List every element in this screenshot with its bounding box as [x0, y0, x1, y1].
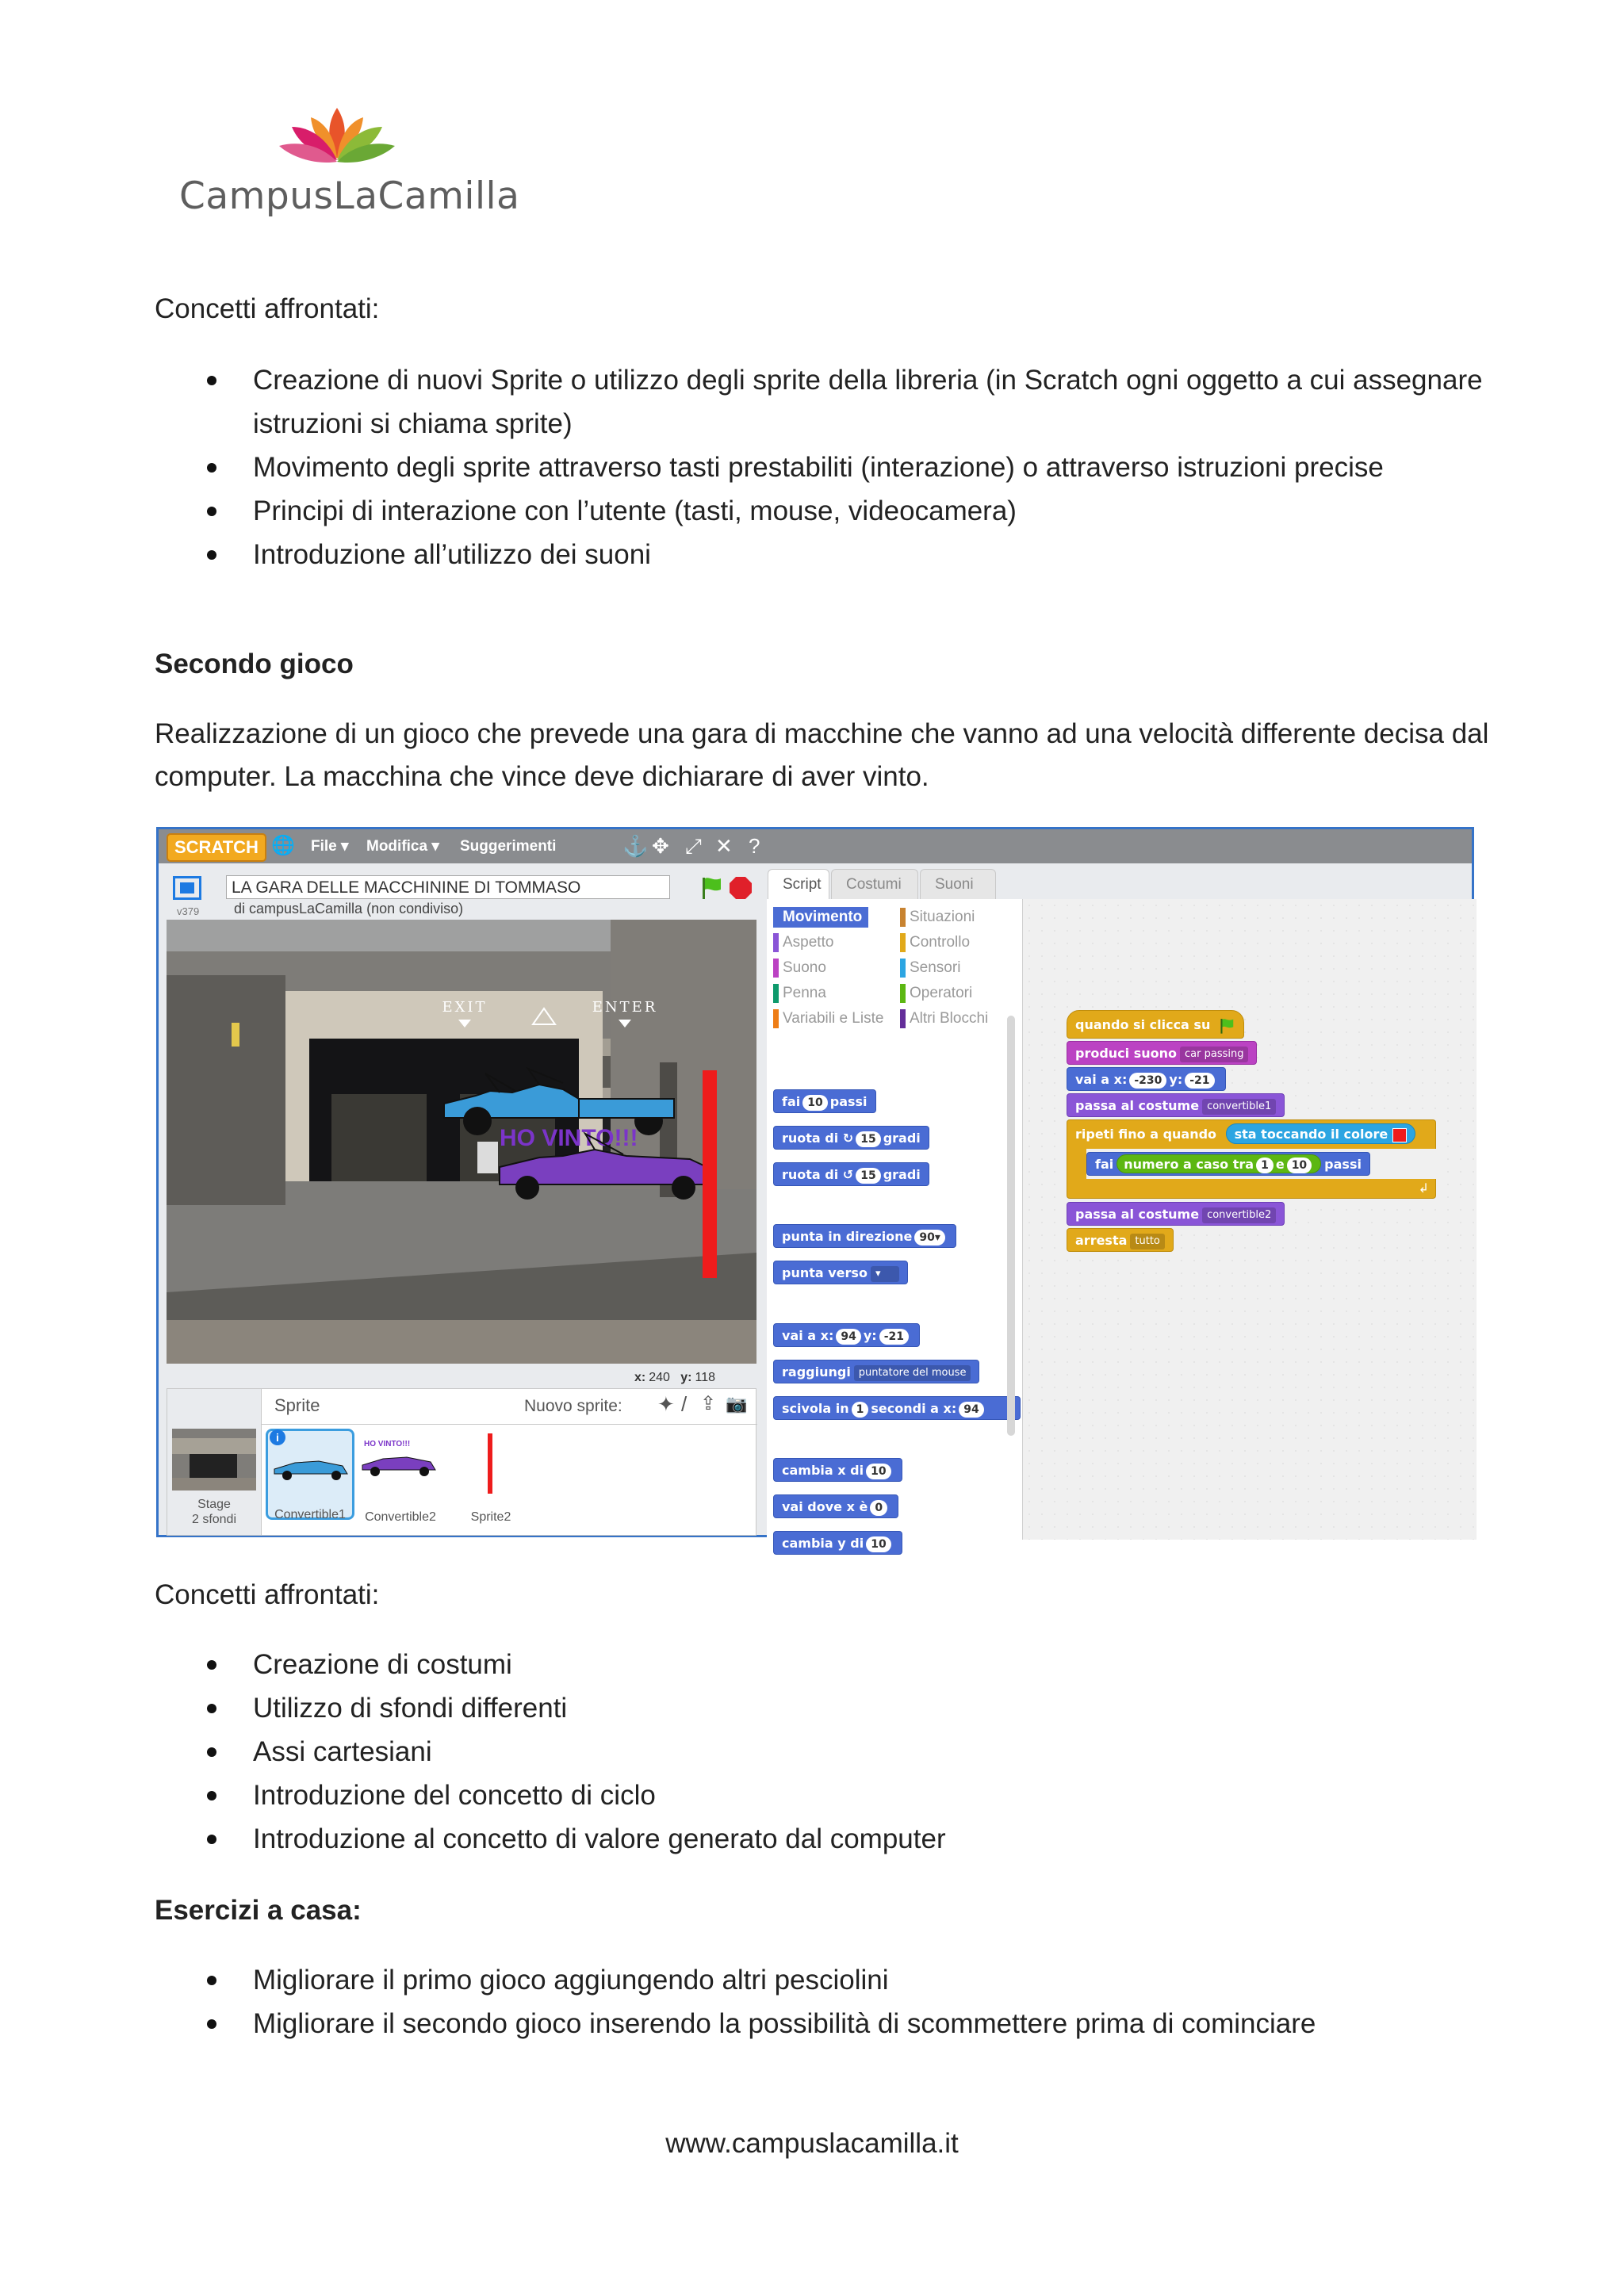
section4-heading: Esercizi a casa:: [155, 1895, 362, 1926]
tab-suoni[interactable]: Suoni: [920, 869, 996, 899]
menu-suggerimenti[interactable]: Suggerimenti: [460, 838, 557, 855]
green-flag-icon[interactable]: [699, 875, 724, 901]
blue-car-thumbnail: [271, 1452, 350, 1483]
section3-heading: Concetti affrontati:: [155, 1579, 380, 1610]
stage-backdrops-count: 2 sfondi: [191, 1513, 237, 1526]
footer-url[interactable]: www.campuslacamilla.it: [665, 2128, 959, 2159]
block-punta-direzione[interactable]: punta in direzione 90▾: [773, 1224, 956, 1248]
block-ripeti-fino-a-quando[interactable]: ripeti fino a quando sta toccando il colore fai numero a caso tra 1 e 10 passi ↲: [1067, 1119, 1436, 1199]
color-swatch[interactable]: [1392, 1128, 1407, 1142]
bullet-icon: [207, 550, 216, 560]
list-item: Principi di interazione con l’utente (tasti, mouse, videocamera): [155, 489, 1487, 533]
section2-heading: Secondo gioco: [155, 649, 354, 679]
sprite-pane-title: Sprite: [274, 1395, 320, 1415]
sprite-thumb-sprite2[interactable]: [446, 1429, 535, 1524]
stage-header: [163, 867, 760, 920]
project-author: di campusLaCamilla (non condiviso): [234, 901, 464, 916]
grow-icon[interactable]: ⤢: [685, 834, 702, 858]
list-item: Assi cartesiani: [155, 1730, 1487, 1774]
block-ruota-destra[interactable]: ruota di ↻ 15 gradi: [773, 1126, 929, 1150]
bullet-icon: [207, 1747, 216, 1757]
block-raggiungi[interactable]: raggiungi puntatore del mouse: [773, 1360, 979, 1383]
upload-icon[interactable]: ⇪: [700, 1393, 717, 1414]
cut-icon[interactable]: ✥: [652, 834, 669, 858]
list-item: Creazione di costumi: [155, 1643, 1487, 1686]
hat-when-flag-clicked[interactable]: quando si clicca su: [1067, 1010, 1244, 1039]
category-variabili[interactable]: Variabili e Liste: [773, 1008, 883, 1029]
shrink-icon[interactable]: ✕: [715, 834, 733, 858]
list-item: Introduzione all’utilizzo dei suoni: [155, 533, 1487, 576]
stop-icon[interactable]: [728, 875, 753, 901]
block-ruota-sinistra[interactable]: ruota di ↺ 15 gradi: [773, 1162, 929, 1186]
block-passa-costume-1[interactable]: passa al costume convertible1: [1067, 1093, 1285, 1117]
category-situazioni[interactable]: Situazioni: [900, 907, 975, 928]
help-icon[interactable]: ?: [749, 834, 760, 858]
tab-costumi[interactable]: Costumi: [831, 869, 918, 899]
sprite-thumb-convertible1[interactable]: [266, 1429, 354, 1520]
section1-heading: Concetti affrontati:: [155, 293, 380, 324]
category-controllo[interactable]: Controllo: [900, 932, 970, 953]
menu-file[interactable]: File ▾: [311, 838, 349, 855]
palette-scrollbar[interactable]: [1007, 1016, 1015, 1436]
finish-line-sprite[interactable]: [703, 1070, 717, 1278]
bullet-icon: [207, 1791, 216, 1800]
presentation-mode-icon[interactable]: [173, 876, 201, 900]
block-cambia-x[interactable]: cambia x di 10: [773, 1458, 902, 1482]
sprite-name: Sprite2: [470, 1510, 511, 1524]
sprite-library-icon[interactable]: ✦: [657, 1392, 675, 1416]
sprite-pane: [167, 1388, 756, 1536]
purple-car-thumbnail: [359, 1451, 439, 1479]
project-title-input[interactable]: LA GARA DELLE MACCHININE DI TOMMASO: [226, 875, 670, 899]
script-area[interactable]: [1023, 899, 1477, 1540]
category-aspetto[interactable]: Aspetto: [773, 932, 833, 953]
paint-brush-icon[interactable]: /: [681, 1392, 688, 1416]
stage[interactable]: [167, 920, 756, 1364]
finish-line-thumbnail: [488, 1433, 492, 1494]
section1-list: [155, 358, 1487, 576]
lotus-flower-icon: [278, 101, 396, 166]
category-penna[interactable]: Penna: [773, 983, 826, 1004]
parking-garage-backdrop: [167, 920, 756, 1364]
category-movimento[interactable]: Movimento: [773, 907, 868, 928]
scratch-logo[interactable]: SCRATCH: [167, 833, 266, 862]
scratch-menubar: [159, 829, 1472, 863]
stage-thumbnail-box[interactable]: [167, 1389, 262, 1535]
block-vai-a[interactable]: vai a x: 94 y: -21: [773, 1323, 920, 1347]
block-produci-suono[interactable]: produci suono car passing: [1067, 1041, 1257, 1065]
block-fai-numero-caso[interactable]: fai numero a caso tra 1 e 10 passi: [1086, 1152, 1370, 1176]
section3-list: [155, 1643, 1487, 1861]
bullet-icon: [207, 376, 216, 385]
bullet-icon: [207, 1976, 216, 1985]
sprite-thumb-convertible2[interactable]: [356, 1429, 445, 1524]
list-item: Migliorare il secondo gioco inserendo la possibilità di scommettere prima di cominciare: [155, 2002, 1487, 2045]
category-altri-blocchi[interactable]: Altri Blocchi: [900, 1008, 988, 1029]
stage-label: Stage: [197, 1498, 231, 1511]
green-flag-icon: [1218, 1017, 1235, 1035]
menu-modifica[interactable]: Modifica ▾: [366, 838, 439, 855]
category-suono[interactable]: Suono: [773, 958, 826, 978]
info-icon[interactable]: i: [270, 1429, 285, 1445]
block-scivola[interactable]: scivola in 1 secondi a x: 94: [773, 1396, 1021, 1420]
block-sta-toccando-colore[interactable]: sta toccando il colore: [1226, 1123, 1416, 1144]
new-sprite-label: Nuovo sprite:: [524, 1397, 622, 1415]
block-punta-verso[interactable]: punta verso ▾: [773, 1261, 908, 1284]
globe-icon[interactable]: 🌐: [271, 835, 295, 856]
stage-thumbnail: [172, 1429, 256, 1490]
list-item: Movimento degli sprite attraverso tasti prestabiliti (interazione) o attraverso istruzioni precise: [155, 446, 1487, 489]
list-item: Migliorare il primo gioco aggiungendo altri pesciolini: [155, 1958, 1487, 2002]
version-label: v379: [177, 905, 200, 917]
block-arresta[interactable]: arresta tutto: [1067, 1228, 1174, 1252]
enter-sign: ENTER: [592, 999, 658, 1016]
duplicate-icon[interactable]: ⚓: [622, 834, 649, 858]
list-item: Creazione di nuovi Sprite o utilizzo degli sprite della libreria (in Scratch ogni oggetto a cui assegnare: [155, 358, 1487, 402]
bullet-icon: [207, 1835, 216, 1844]
block-vai-dove-x[interactable]: vai dove x è 0: [773, 1494, 898, 1518]
block-passa-costume-2[interactable]: passa al costume convertible2: [1067, 1202, 1285, 1226]
block-numero-a-caso[interactable]: numero a caso tra 1 e 10: [1116, 1154, 1321, 1173]
list-item-continued: istruzioni si chiama sprite): [253, 408, 573, 439]
block-palette: [767, 899, 1023, 1551]
category-operatori[interactable]: Operatori: [900, 983, 972, 1004]
mouse-coordinates: x: 240 y: 118: [634, 1371, 716, 1384]
block-fai-passi[interactable]: fai 10 passi: [773, 1089, 876, 1113]
camera-icon[interactable]: 📷: [726, 1394, 748, 1414]
sprite-name: Convertible2: [365, 1510, 436, 1524]
logo-text: CampusLaCamilla: [179, 174, 520, 218]
list-item: Introduzione del concetto di ciclo: [155, 1774, 1487, 1817]
block-cambia-y[interactable]: cambia y di 10: [773, 1531, 902, 1555]
sprite-name: Convertible1: [274, 1508, 346, 1521]
category-sensori[interactable]: Sensori: [900, 958, 960, 978]
section2-paragraph-line2: computer. La macchina che vince deve dichiarare di aver vinto.: [155, 761, 929, 792]
bullet-icon: [207, 2019, 216, 2029]
win-text-thumbnail: HO VINTO!!!: [364, 1440, 411, 1448]
campus-logo: [179, 101, 520, 228]
section4-list: [155, 1958, 1487, 2045]
section2-paragraph-line1: Realizzazione di un gioco che prevede una gara di macchine che vanno ad una velocità differente decisa dal: [155, 718, 1489, 749]
tab-script[interactable]: Script: [768, 869, 829, 899]
list-item: Introduzione al concetto di valore generato dal computer: [155, 1817, 1487, 1861]
bullet-icon: [207, 1660, 216, 1670]
win-text: HO VINTO!!!: [500, 1125, 638, 1151]
bullet-icon: [207, 1704, 216, 1713]
bullet-icon: [207, 507, 216, 516]
loop-arrow-icon: ↲: [1418, 1182, 1429, 1196]
list-item: Utilizzo di sfondi differenti: [155, 1686, 1487, 1730]
block-vai-a-xy[interactable]: vai a x: -230 y: -21: [1067, 1067, 1226, 1091]
exit-sign: EXIT: [442, 999, 488, 1016]
scratch-screenshot: [156, 827, 1474, 1551]
bullet-icon: [207, 463, 216, 473]
